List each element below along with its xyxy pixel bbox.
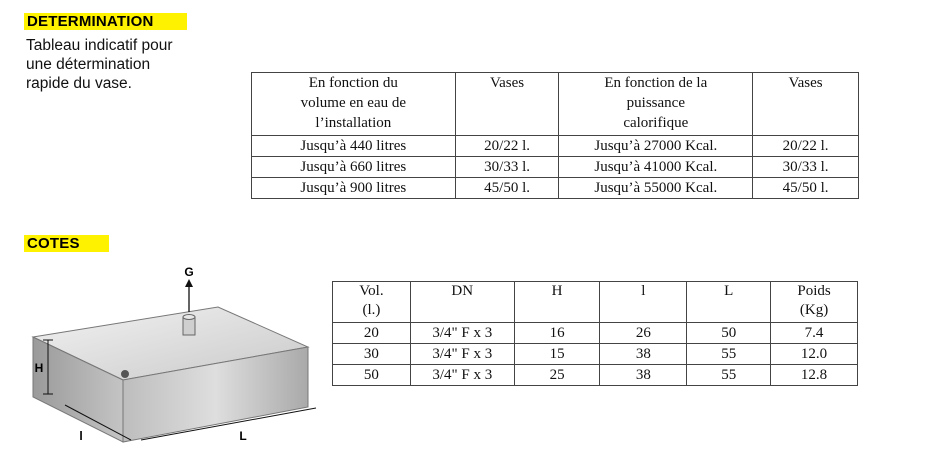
- table-cell: 26: [600, 323, 687, 344]
- label-l-large: L: [239, 429, 247, 443]
- header-cell: [753, 73, 859, 136]
- table-cell: 25: [514, 365, 600, 386]
- intro-line: une détermination: [26, 56, 151, 73]
- table-cell: 55: [687, 344, 771, 365]
- table-cell: 16: [514, 323, 600, 344]
- table-cell: 3/4" F x 3: [410, 323, 514, 344]
- header-cell: [252, 73, 456, 136]
- table-cell: 50: [687, 323, 771, 344]
- header-line: Vol.: [359, 283, 384, 299]
- label-h: H: [34, 361, 44, 375]
- table-cell: Jusqu’à 900 litres: [252, 178, 456, 199]
- table-cell: 30/33 l.: [455, 157, 559, 178]
- table-cell: 7.4: [771, 323, 858, 344]
- table-cell: 12.8: [771, 365, 858, 386]
- intro-text: [26, 36, 226, 93]
- table-cell: 38: [600, 365, 687, 386]
- table-cell: 30/33 l.: [753, 157, 859, 178]
- header-cell: [410, 282, 514, 323]
- table-cell: Jusqu’à 660 litres: [252, 157, 456, 178]
- table-row: [333, 365, 858, 386]
- header-line: l: [641, 283, 646, 299]
- header-line: En fonction du: [308, 75, 398, 91]
- header-line: puissance: [626, 95, 685, 111]
- table-cell: 15: [514, 344, 600, 365]
- dimensions-table: [332, 281, 858, 386]
- label-l-small: l: [79, 429, 83, 443]
- header-line: En fonction de la: [604, 75, 708, 91]
- table-cell: 45/50 l.: [753, 178, 859, 199]
- table-cell: 50: [333, 365, 411, 386]
- expansion-tank-illustration: [28, 262, 328, 452]
- header-cell: [514, 282, 600, 323]
- table-header-row: [333, 282, 858, 323]
- header-line: DN: [451, 283, 474, 299]
- table-cell: 3/4" F x 3: [410, 365, 514, 386]
- header-cell: [687, 282, 771, 323]
- header-line: Vases: [788, 75, 823, 91]
- header-line: volume en eau de: [300, 95, 407, 111]
- table-cell: 3/4" F x 3: [410, 344, 514, 365]
- header-line: H: [551, 283, 563, 299]
- intro-line: rapide du vase.: [26, 75, 132, 92]
- header-line: Vases: [489, 75, 525, 91]
- determination-table: [251, 72, 859, 199]
- header-line: calorifique: [623, 115, 689, 131]
- table-row: [252, 157, 859, 178]
- table-cell: 30: [333, 344, 411, 365]
- table-cell: 45/50 l.: [455, 178, 559, 199]
- table-cell: 20/22 l.: [455, 136, 559, 157]
- table-row: [333, 323, 858, 344]
- table-header-row: [252, 73, 859, 136]
- header-line: (l.): [362, 302, 381, 318]
- table-row: [333, 344, 858, 365]
- table-cell: Jusqu’à 440 litres: [252, 136, 456, 157]
- header-cell: [333, 282, 411, 323]
- header-line: Poids: [797, 283, 831, 299]
- header-cell: [455, 73, 559, 136]
- header-cell: [600, 282, 687, 323]
- intro-line: Tableau indicatif pour: [26, 37, 173, 54]
- table-cell: 55: [687, 365, 771, 386]
- header-line: (Kg): [799, 302, 829, 318]
- table-cell: 20/22 l.: [753, 136, 859, 157]
- determination-heading: DETERMINATION: [24, 13, 187, 30]
- side-fitting: [121, 370, 129, 378]
- table-cell: Jusqu’à 41000 Kcal.: [559, 157, 753, 178]
- header-line: L: [724, 283, 734, 299]
- table-cell: 12.0: [771, 344, 858, 365]
- header-cell: [771, 282, 858, 323]
- label-g: G: [184, 265, 194, 279]
- header-line: l’installation: [315, 115, 392, 131]
- header-cell: [559, 73, 753, 136]
- table-cell: 20: [333, 323, 411, 344]
- table-cell: 38: [600, 344, 687, 365]
- table-row: [252, 178, 859, 199]
- table-cell: Jusqu’à 55000 Kcal.: [559, 178, 753, 199]
- table-cell: Jusqu’à 27000 Kcal.: [559, 136, 753, 157]
- table-row: [252, 136, 859, 157]
- cotes-heading: COTES: [24, 235, 109, 252]
